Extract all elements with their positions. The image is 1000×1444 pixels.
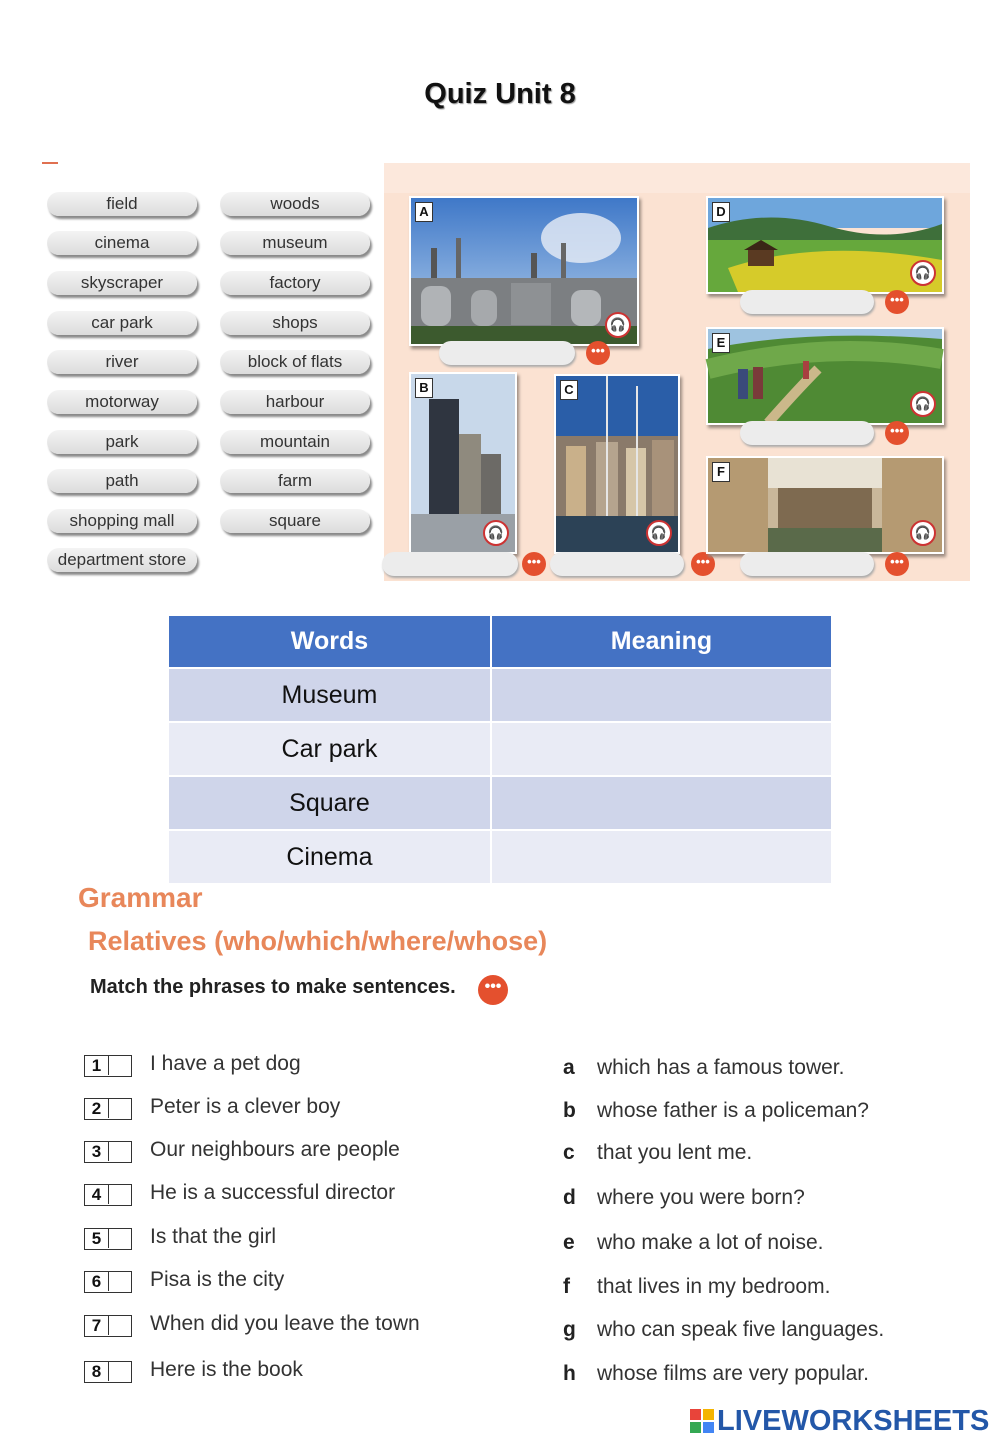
- answer-field-f[interactable]: [740, 552, 874, 576]
- ending-letter: a: [563, 1056, 575, 1079]
- ellipsis-icon[interactable]: •••: [522, 552, 546, 576]
- photo-label: B: [415, 378, 433, 398]
- item-number: 4: [85, 1185, 109, 1204]
- photo-b-skyscraper: [409, 372, 517, 554]
- word-cell: Cinema: [169, 831, 490, 883]
- words-meaning-table: [167, 614, 833, 885]
- item-number: 6: [85, 1272, 109, 1291]
- answer-box: [84, 1271, 132, 1293]
- word-pill[interactable]: cinema: [47, 231, 197, 255]
- answer-box: [84, 1141, 132, 1163]
- ellipsis-icon[interactable]: •••: [885, 290, 909, 314]
- word-pill[interactable]: department store: [47, 548, 197, 572]
- answer-field-a[interactable]: [439, 341, 575, 365]
- word-pill[interactable]: woods: [220, 192, 370, 216]
- photo-label: E: [712, 333, 730, 353]
- answer-field-e[interactable]: [740, 421, 874, 445]
- photo-label: D: [712, 202, 730, 222]
- item-number: 5: [85, 1229, 109, 1248]
- headphones-icon[interactable]: 🎧: [646, 520, 672, 546]
- phrase-text: When did you leave the town: [150, 1312, 420, 1335]
- answer-slot[interactable]: [109, 1362, 134, 1383]
- cut-heading-text: Grammar: [78, 882, 203, 913]
- answer-box: [84, 1228, 132, 1250]
- phrase-text: Pisa is the city: [150, 1268, 285, 1291]
- ending-text: that lives in my bedroom.: [597, 1275, 831, 1298]
- table-header-words: Words: [169, 616, 490, 667]
- answer-field-b[interactable]: [382, 552, 518, 576]
- photo-e-path: [706, 327, 944, 425]
- ending-letter: f: [563, 1275, 570, 1298]
- word-pill[interactable]: park: [47, 430, 197, 454]
- answer-slot[interactable]: [109, 1229, 134, 1250]
- table-row: [169, 831, 831, 883]
- ending-letter: b: [563, 1099, 576, 1122]
- headphones-icon[interactable]: 🎧: [910, 391, 936, 417]
- phrase-text: I have a pet dog: [150, 1052, 301, 1075]
- brand-text: LIVEWORKSHEETS: [717, 1404, 990, 1437]
- word-pill[interactable]: square: [220, 509, 370, 533]
- item-number: 3: [85, 1142, 109, 1161]
- word-pill[interactable]: mountain: [220, 430, 370, 454]
- ellipsis-icon[interactable]: •••: [586, 341, 610, 365]
- grammar-title: Relatives (who/which/where/whose): [88, 926, 548, 956]
- ellipsis-icon[interactable]: •••: [478, 975, 508, 1005]
- phrase-text: Our neighbours are people: [150, 1138, 400, 1161]
- answer-slot[interactable]: [109, 1056, 134, 1077]
- word-pill[interactable]: shopping mall: [47, 509, 197, 533]
- ellipsis-icon[interactable]: •••: [691, 552, 715, 576]
- answer-box: [84, 1184, 132, 1206]
- word-pill[interactable]: car park: [47, 311, 197, 335]
- answer-field-c[interactable]: [550, 552, 684, 576]
- answer-field-d[interactable]: [740, 290, 874, 314]
- brand-logo: [690, 1404, 989, 1438]
- word-cell: Square: [169, 777, 490, 829]
- word-pill[interactable]: factory: [220, 271, 370, 295]
- item-number: 8: [85, 1362, 109, 1381]
- path-illustration: [708, 329, 942, 423]
- word-cell: Museum: [169, 669, 490, 721]
- word-pill[interactable]: shops: [220, 311, 370, 335]
- table-row: [169, 669, 831, 721]
- meaning-cell[interactable]: [492, 723, 831, 775]
- meaning-cell[interactable]: [492, 831, 831, 883]
- ellipsis-icon[interactable]: •••: [885, 552, 909, 576]
- ending-text: which has a famous tower.: [597, 1056, 845, 1079]
- table-row: [169, 723, 831, 775]
- headphones-icon[interactable]: 🎧: [605, 312, 631, 338]
- mall-illustration: [708, 458, 942, 552]
- word-pill[interactable]: farm: [220, 469, 370, 493]
- answer-box: [84, 1098, 132, 1120]
- photo-label: F: [712, 462, 730, 482]
- meaning-cell[interactable]: [492, 777, 831, 829]
- photo-label: A: [415, 202, 433, 222]
- answer-box: [84, 1361, 132, 1383]
- answer-box: [84, 1315, 132, 1337]
- answer-box: [84, 1055, 132, 1077]
- item-number: 1: [85, 1056, 109, 1075]
- answer-slot[interactable]: [109, 1185, 134, 1206]
- word-pill[interactable]: block of flats: [220, 350, 370, 374]
- headphones-icon[interactable]: 🎧: [910, 260, 936, 286]
- ending-letter: h: [563, 1362, 576, 1385]
- ending-text: where you were born?: [597, 1186, 805, 1209]
- photo-c-harbour: [554, 374, 680, 554]
- item-number: 2: [85, 1099, 109, 1118]
- word-pill[interactable]: field: [47, 192, 197, 216]
- photo-f-shopping-mall: [706, 456, 944, 554]
- item-number: 7: [85, 1316, 109, 1335]
- page-title: Quiz Unit 8: [424, 78, 576, 110]
- headphones-icon[interactable]: 🎧: [910, 520, 936, 546]
- word-pill[interactable]: path: [47, 469, 197, 493]
- answer-slot[interactable]: [109, 1272, 134, 1293]
- phrase-text: Is that the girl: [150, 1225, 277, 1248]
- photo-a-factory: [409, 196, 639, 346]
- word-pill[interactable]: museum: [220, 231, 370, 255]
- ending-letter: e: [563, 1231, 575, 1254]
- word-pill[interactable]: harbour: [220, 390, 370, 414]
- meaning-cell[interactable]: [492, 669, 831, 721]
- table-header-meaning: Meaning: [492, 616, 831, 667]
- photo-d-field: [706, 196, 944, 294]
- photo-label: C: [560, 380, 578, 400]
- answer-slot[interactable]: [109, 1099, 134, 1120]
- grammar-instruction: Match the phrases to make sentences.: [90, 976, 456, 998]
- ending-text: who make a lot of noise.: [597, 1231, 824, 1254]
- answer-slot[interactable]: [109, 1316, 134, 1337]
- panel-header-strip: [384, 163, 970, 193]
- cut-off-heading: [78, 882, 203, 913]
- picture-panel: [384, 163, 970, 581]
- decorative-dash: [42, 162, 58, 164]
- phrase-text: He is a successful director: [150, 1181, 396, 1204]
- word-pill[interactable]: motorway: [47, 390, 197, 414]
- ending-text: that you lent me.: [597, 1141, 753, 1164]
- word-cell: Car park: [169, 723, 490, 775]
- ellipsis-icon[interactable]: •••: [885, 421, 909, 445]
- brand-mark-icon: [690, 1409, 714, 1433]
- ending-text: whose films are very popular.: [597, 1362, 869, 1385]
- table-row: [169, 777, 831, 829]
- ending-letter: g: [563, 1318, 576, 1341]
- ending-text: who can speak five languages.: [597, 1318, 885, 1341]
- answer-slot[interactable]: [109, 1142, 134, 1163]
- phrase-text: Here is the book: [150, 1358, 303, 1381]
- ending-text: whose father is a policeman?: [597, 1099, 869, 1122]
- headphones-icon[interactable]: 🎧: [483, 520, 509, 546]
- ending-letter: c: [563, 1141, 575, 1164]
- factory-illustration: [411, 198, 637, 344]
- field-illustration: [708, 198, 942, 292]
- ending-letter: d: [563, 1186, 576, 1209]
- word-pill[interactable]: river: [47, 350, 197, 374]
- word-pill[interactable]: skyscraper: [47, 271, 197, 295]
- phrase-text: Peter is a clever boy: [150, 1095, 341, 1118]
